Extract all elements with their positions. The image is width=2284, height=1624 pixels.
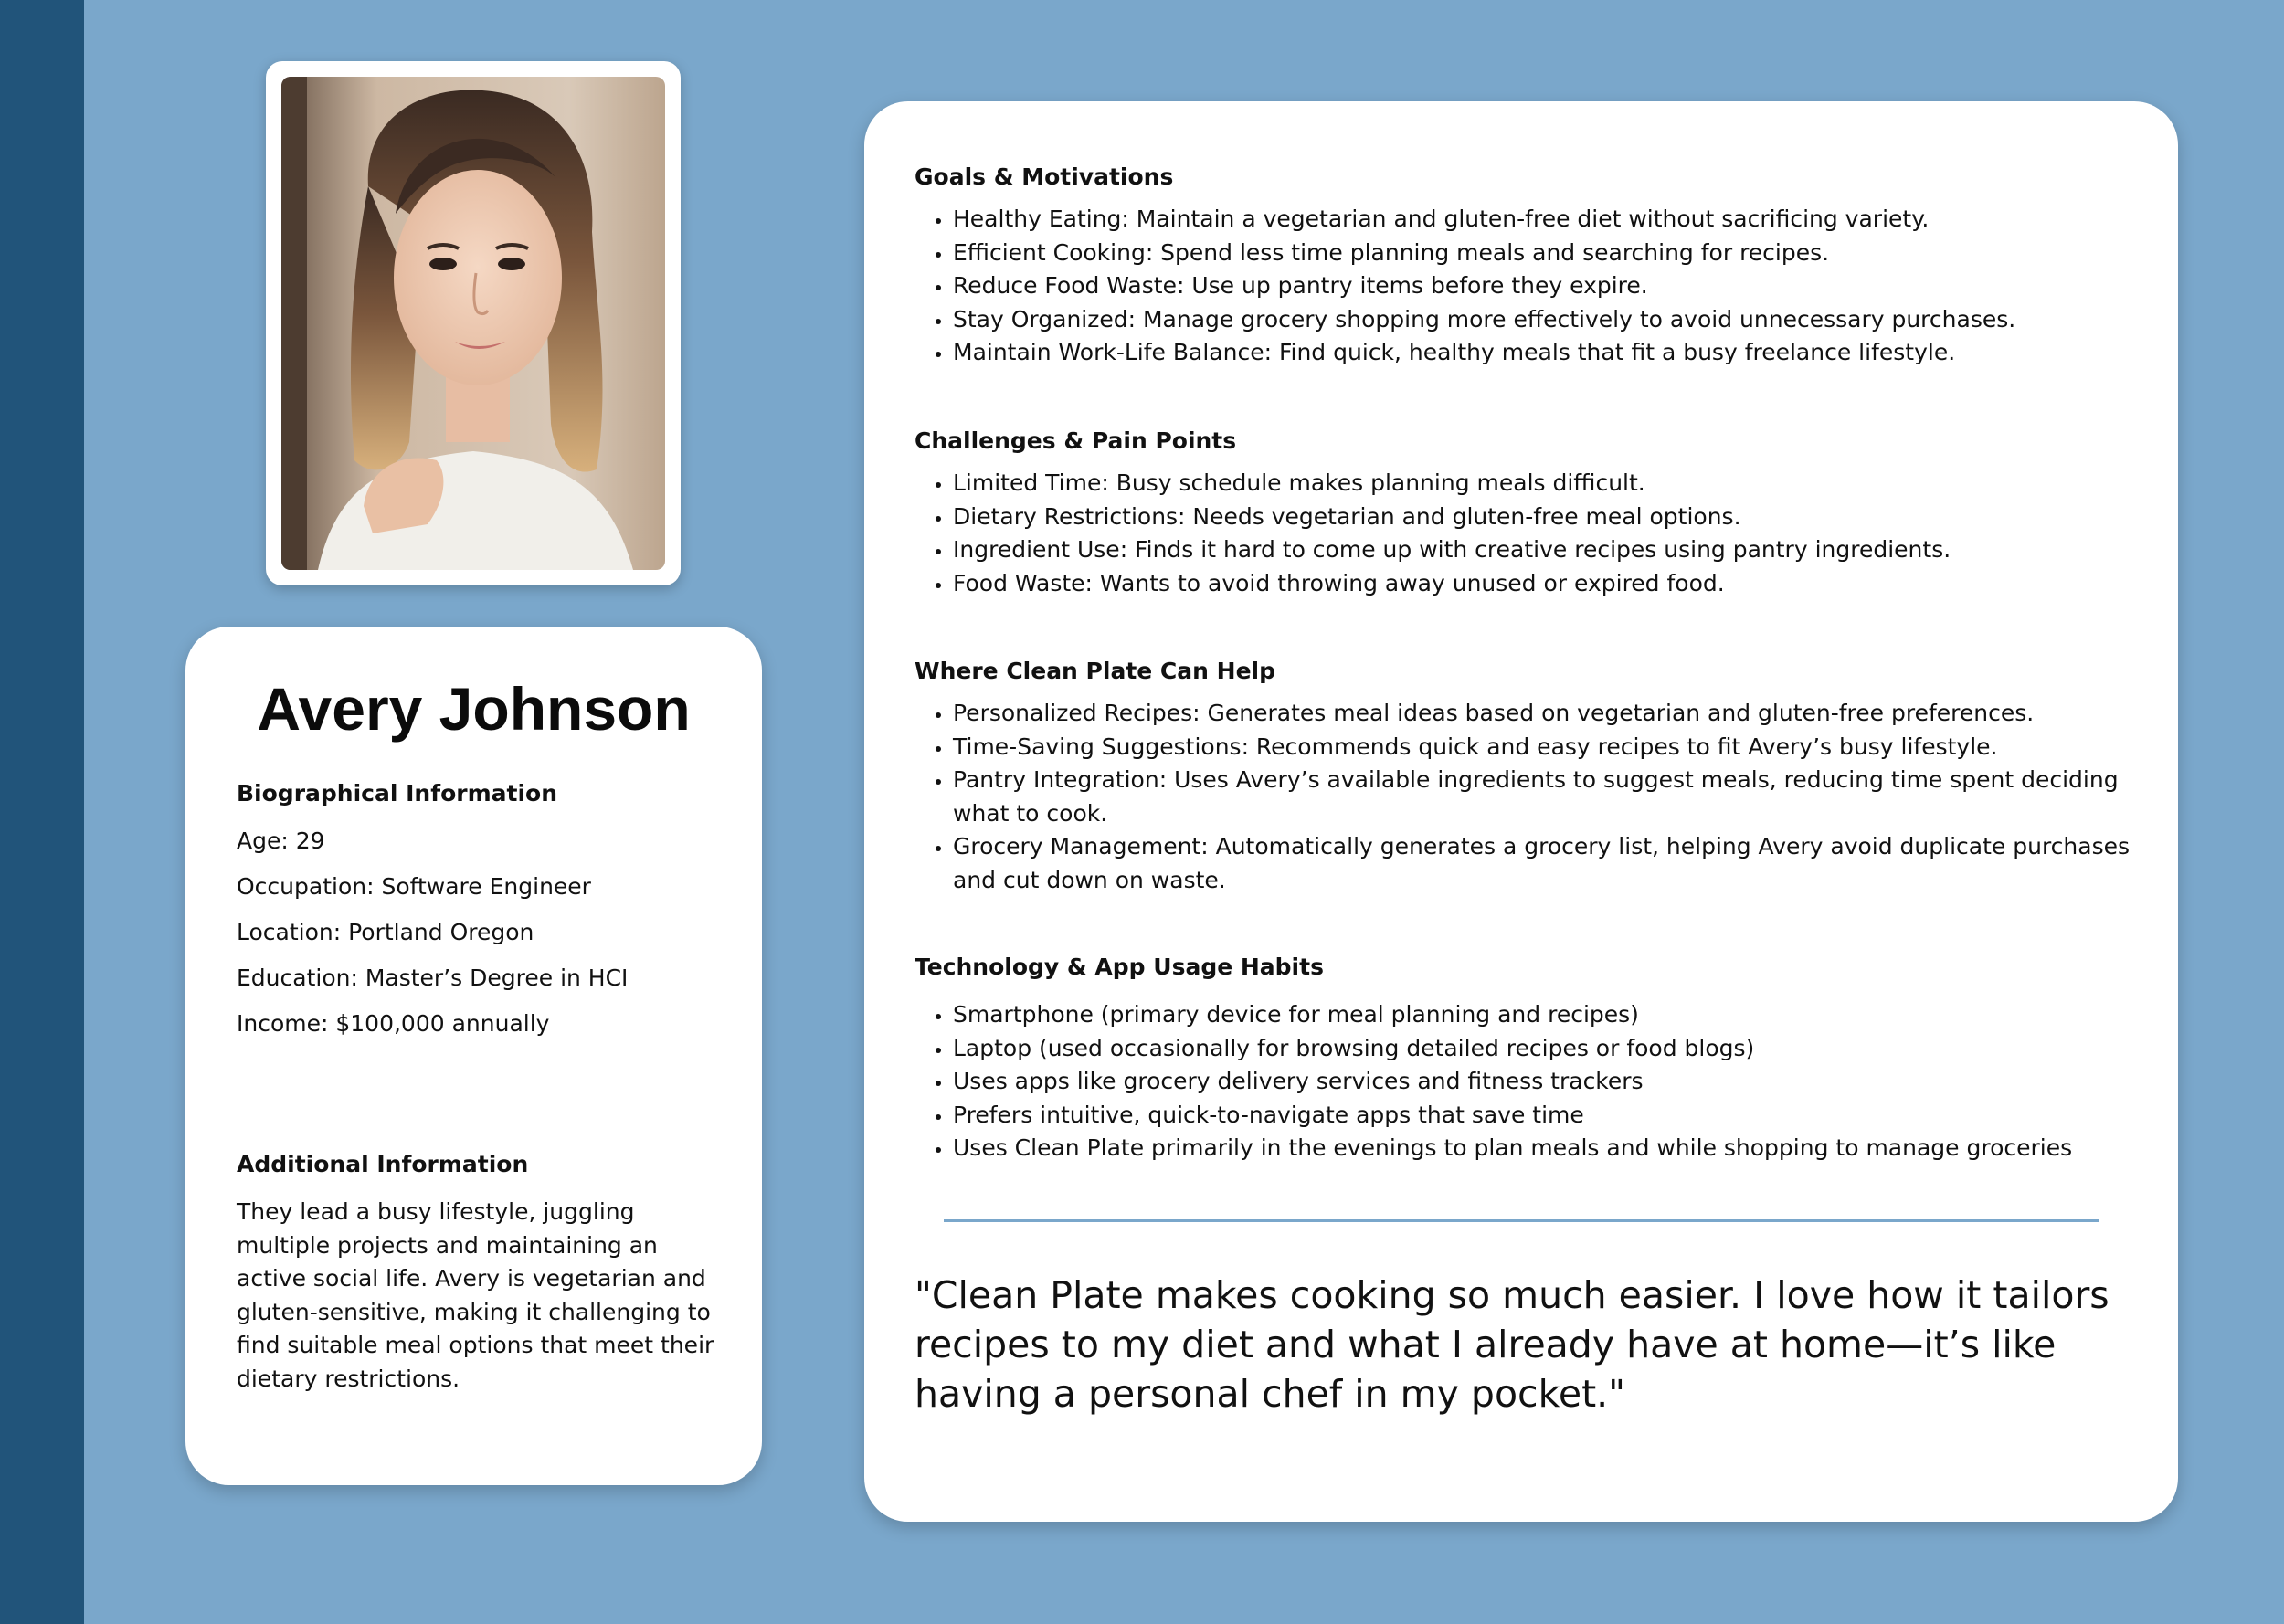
biographical-list [237,826,628,1054]
profile-photo-frame [266,61,681,585]
list-item: • Uses apps like grocery delivery services and fitness trackers [953,1065,2134,1099]
additional-text: They lead a busy lifestyle, juggling multiple projects and maintaining an active social life. Avery is vegetarian and gluten-sensitive, making it challenging to find suitable meal options that meet their dietary restrictions. [237,1198,714,1392]
help-heading: Where Clean Plate Can Help [915,658,1275,684]
list-item: • Pantry Integration: Uses Avery’s available ingredients to suggest meals, reducing time spent deciding what to cook. [953,764,2134,830]
list-item: • Prefers intuitive, quick-to-navigate apps that save time [953,1099,2134,1133]
challenges-list [915,467,2134,600]
bio-item-occupation: Occupation: Software Engineer [237,873,591,900]
list-item: • Healthy Eating: Maintain a vegetarian and gluten-free diet without sacrificing variety. [953,203,2134,237]
bio-item-income: Income: $100,000 annually [237,1010,550,1037]
bio-item-age: Age: 29 [237,828,325,854]
list-item: • Maintain Work-Life Balance: Find quick, healthy meals that fit a busy freelance lifestyle. [953,336,2134,370]
goals-section [915,163,2134,370]
list-item: • Ingredient Use: Finds it hard to come up with creative recipes using pantry ingredients. [953,533,2134,567]
technology-section [915,954,2134,1165]
challenges-section [915,427,2134,600]
list-item: • Personalized Recipes: Generates meal ideas based on vegetarian and gluten-free preferences. [953,697,2134,731]
biographical-heading: Biographical Information [237,780,558,807]
goals-heading: Goals & Motivations [915,163,1174,190]
list-item: • Limited Time: Busy schedule makes planning meals difficult. [953,467,2134,501]
help-section [915,658,2134,897]
list-item: • Efficient Cooking: Spend less time planning meals and searching for recipes. [953,237,2134,270]
persona-quote: "Clean Plate makes cooking so much easier. I love how it tailors recipes to my diet and what I already have at home—it’s like having a personal chef in my pocket." [915,1273,2110,1416]
technology-list [915,998,2134,1165]
persona-name: Avery Johnson [257,675,691,743]
list-item: • Food Waste: Wants to avoid throwing away unused or expired food. [953,567,2134,601]
technology-heading: Technology & App Usage Habits [915,954,1324,980]
list-item: • Grocery Management: Automatically generates a grocery list, helping Avery avoid duplicate purchases and cut down on waste. [953,830,2134,897]
additional-heading: Additional Information [237,1151,529,1177]
section-divider [944,1219,2099,1222]
list-item: • Stay Organized: Manage grocery shopping more effectively to avoid unnecessary purchases. [953,303,2134,337]
list-item: • Smartphone (primary device for meal planning and recipes) [953,998,2134,1032]
profile-card [185,627,762,1485]
list-item: • Uses Clean Plate primarily in the evenings to plan meals and while shopping to manage groceries [953,1132,2134,1165]
bio-item-education: Education: Master’s Degree in HCI [237,965,629,991]
details-card [864,101,2178,1522]
bio-item-location: Location: Portland Oregon [237,919,534,945]
list-item: • Time-Saving Suggestions: Recommends quick and easy recipes to fit Avery’s busy lifestyle. [953,731,2134,765]
help-list [915,697,2134,897]
list-item: • Laptop (used occasionally for browsing detailed recipes or food blogs) [953,1032,2134,1066]
list-item: • Dietary Restrictions: Needs vegetarian and gluten-free meal options. [953,501,2134,534]
side-stripe [0,0,84,1624]
profile-photo [281,77,665,570]
list-item: • Reduce Food Waste: Use up pantry items before they expire. [953,269,2134,303]
goals-list [915,203,2134,370]
challenges-heading: Challenges & Pain Points [915,427,1237,454]
